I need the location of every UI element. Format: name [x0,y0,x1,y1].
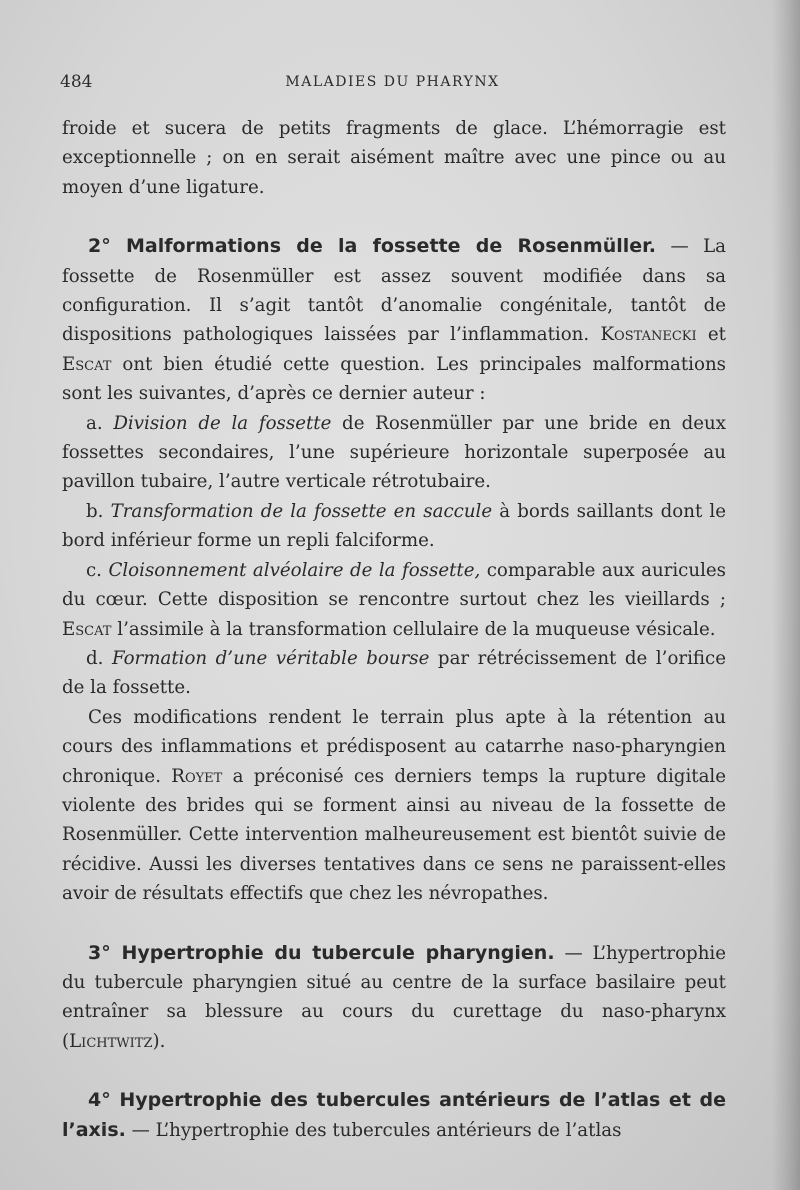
list-item-c [62,556,726,644]
list-item-a [62,409,726,497]
item-c-text-b: l’assimile à la transformation cellulaire de la muqueuse vésicale. [111,618,716,640]
item-a-label: a. [86,412,114,434]
item-b-emphasis: Transformation de la fossette en saccule [110,500,493,522]
item-d-text: par rétrécissement de l’orifice de la fossette. [62,647,726,699]
modifications-text-b: a préconisé ces derniers temps la rupture digitale violente des brides qui se forment ainsi au niveau de la fossette de Rosenmüller. Cette intervention malheureusement est bientôt suivie de récidive. Aussi les diverses tentatives dans ce sens ne paraissent-elles avoir de résultats effectifs que chez les névropathes. [62,765,727,905]
item-a-emphasis: Division de la fossette [113,412,332,434]
item-a-text: de Rosenmüller par une bride en deux fossettes secondaires, l’une supérieure horizontale superposée au pavillon tubaire, l’autre verticale rétrotubaire. [62,412,726,493]
page-number: 484 [60,72,93,92]
page-edge-shadow [772,0,800,1190]
section-3-heading: 3° Hypertrophie du tubercule pharyngien. [88,941,555,964]
author-name-kostanecki: Kostanecki [600,324,697,346]
author-name-escat: Escat [62,353,112,375]
body-text [62,114,726,1145]
item-c-emphasis: Cloisonnement alvéolaire de la fossette, [108,559,481,581]
section-4-paragraph [62,1086,726,1145]
section-3-text-b: ). [152,1030,166,1052]
section-2-paragraph [62,232,726,408]
item-c-text-a: comparable aux auricules du cœur. Cette disposition se rencontre surtout chez les vieillards ; [62,559,727,611]
item-d-label: d. [86,647,112,669]
section-4-heading: 4° Hypertrophie des tubercules antérieurs de l’atlas et de l’axis. [62,1089,726,1141]
author-name-escat-2: Escat [62,618,112,640]
modifications-text-a: Ces modifications rendent le terrain plus apte à la rétention au cours des inflammations et prédisposent au catarrhe naso-pharyngien chronique. [62,706,726,787]
section-4-text: — L’hypertrophie des tubercules antérieurs de l’atlas [125,1119,622,1141]
running-head: MALADIES DU PHARYNX [285,74,500,90]
section-2-text-b: et [696,324,726,346]
page-header [60,72,725,98]
paragraph-continuation: froide et sucera de petits fragments de glace. L’hémorragie est exceptionnelle ; on en serait aisément maître avec une pince ou au moyen d’une ligature. [62,118,726,198]
modifications-paragraph [62,703,726,909]
item-b-text: à bords saillants dont le bord inférieur forme un repli falciforme. [62,500,726,552]
author-name-lichtwitz: Lichtwitz [69,1030,153,1052]
section-2-text-a: — La fossette de Rosenmüller est assez souvent modifiée dans sa configuration. Il s’agit tantôt d’anomalie congénitale, tantôt de dispositions pathologiques laissées par l’inflammation. [62,236,726,346]
section-2-text-c: ont bien étudié cette question. Les principales malformations sont les suivantes, d’après ce dernier auteur : [62,353,726,405]
section-3-text-a: — L’hypertrophie du tubercule pharyngien situé au centre de la surface basilaire peut entraîner sa blessure au cours du curettage du naso-pharynx ( [62,942,726,1052]
list-item-b [62,497,726,556]
section-2-heading: 2° Malformations de la fossette de Rosenmüller. [88,235,657,258]
item-d-emphasis: Formation d’une véritable bourse [111,647,430,669]
section-3-paragraph [62,939,726,1057]
author-name-royet: Royet [171,765,223,787]
list-item-d [62,644,726,703]
item-c-label: c. [86,559,109,581]
item-b-label: b. [86,500,111,522]
